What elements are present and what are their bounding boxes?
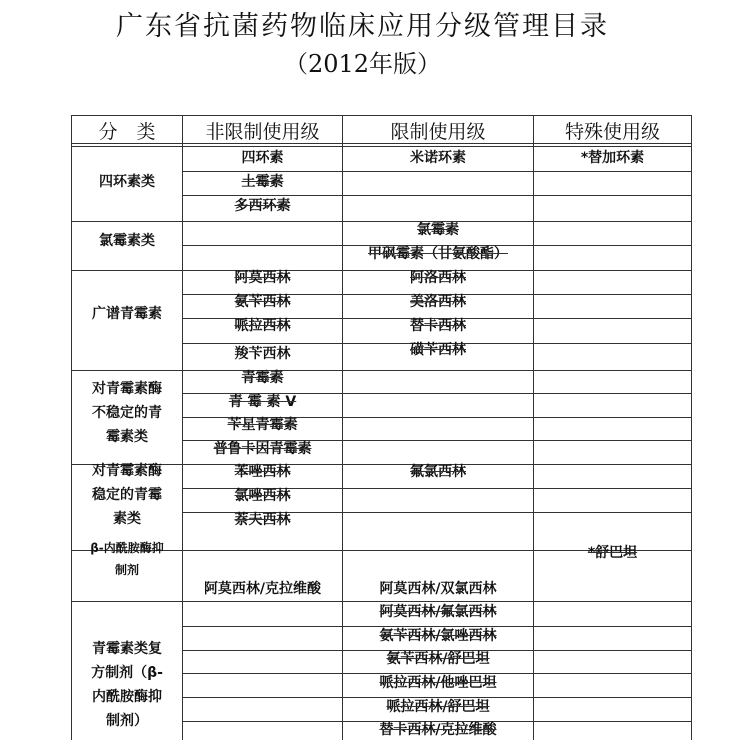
- table-rule: [71, 601, 692, 602]
- drug-name: 甲砜霉素（甘氨酸酯）: [368, 246, 508, 262]
- table-rule: [533, 115, 534, 740]
- drug-name: 苯唑西林: [234, 464, 291, 480]
- drug-name: 羧苄西林: [234, 346, 291, 362]
- category-bli-line: β-内酰胺酶抑: [90, 541, 164, 555]
- drug-name: 普鲁卡因青霉素: [213, 441, 312, 457]
- category-tetracyclines: 四环素类: [99, 174, 155, 190]
- category-combo-line: 青霉素类复: [92, 641, 162, 657]
- drug-name: 青 霉 素 V: [228, 394, 297, 410]
- table-rule: [71, 146, 692, 147]
- category-combo-line: 方制剂（β-: [91, 665, 163, 681]
- page-title: 广东省抗菌药物临床应用分级管理目录: [116, 11, 609, 42]
- header-category: 分 类: [98, 121, 156, 143]
- drug-name: 替卡西林/克拉维酸: [379, 722, 497, 738]
- category-stable-line: 稳定的青霉: [92, 487, 162, 503]
- drug-name: 四环素: [241, 150, 284, 166]
- drug-name: *舒巴坦: [587, 545, 638, 561]
- category-combo-line: 内酰胺酶抑: [92, 689, 162, 705]
- drug-name: 阿莫西林/克拉维酸: [203, 581, 322, 597]
- table-rule: [182, 171, 692, 172]
- table-rule: [342, 115, 343, 740]
- table-rule: [71, 115, 692, 116]
- header-unrestricted: 非限制使用级: [205, 121, 320, 143]
- table-rule: [182, 673, 692, 674]
- drug-name: 哌拉西林/舒巴坦: [386, 699, 490, 715]
- drug-name: 替卡西林: [410, 318, 466, 334]
- page-subtitle: （2012年版）: [283, 50, 442, 78]
- category-stable-line: 对青霉素酶: [92, 463, 162, 479]
- drug-name: 多西环素: [234, 198, 291, 214]
- table-rule: [691, 115, 692, 740]
- drug-name: 氨苄西林/氯唑西林: [379, 628, 497, 644]
- drug-name: 氯唑西林: [234, 488, 291, 504]
- category-unstable-line: 对青霉素酶: [92, 381, 162, 397]
- table-rule: [182, 697, 692, 698]
- drug-name: 阿莫西林: [234, 270, 291, 286]
- category-stable-line: 素类: [113, 511, 141, 527]
- drug-name: *替加环素: [580, 150, 645, 166]
- drug-name: 青霉素: [241, 370, 284, 386]
- drug-name: 美洛西林: [410, 294, 466, 310]
- header-restricted: 限制使用级: [390, 121, 486, 143]
- drug-name: 萘夫西林: [234, 512, 291, 528]
- drug-name: 磺苄西林: [410, 342, 466, 358]
- table-rule: [182, 195, 692, 196]
- header-special: 特殊使用级: [564, 121, 660, 143]
- drug-name: 哌拉西林/他唑巴坦: [379, 675, 497, 691]
- category-combo-line: 制剂）: [106, 713, 148, 729]
- drug-name: 氯霉素: [417, 222, 459, 238]
- category-unstable-line: 霉素类: [106, 429, 148, 445]
- table-rule: [71, 370, 692, 371]
- drug-name: 米诺环素: [410, 150, 466, 166]
- category-bli-line: 制剂: [114, 563, 139, 577]
- drug-name: 土霉素: [241, 174, 284, 190]
- drug-name: 氟氯西林: [410, 464, 466, 480]
- drug-name: 阿洛西林: [410, 270, 466, 286]
- drug-name: 哌拉西林: [234, 318, 291, 334]
- drug-name: 氨苄西林: [234, 294, 291, 310]
- category-broad-penicillins: 广谱青霉素: [92, 306, 162, 322]
- category-chloramphenicols: 氯霉素类: [99, 233, 155, 249]
- drug-name: 阿莫西林/双氯西林: [379, 581, 497, 597]
- drug-name: 苄星青霉素: [227, 417, 298, 433]
- drug-name: 氨苄西林/舒巴坦: [386, 651, 490, 667]
- table-rule: [182, 626, 692, 627]
- category-unstable-line: 不稳定的青: [92, 405, 162, 421]
- drug-name: 阿莫西林/氟氯西林: [379, 604, 497, 620]
